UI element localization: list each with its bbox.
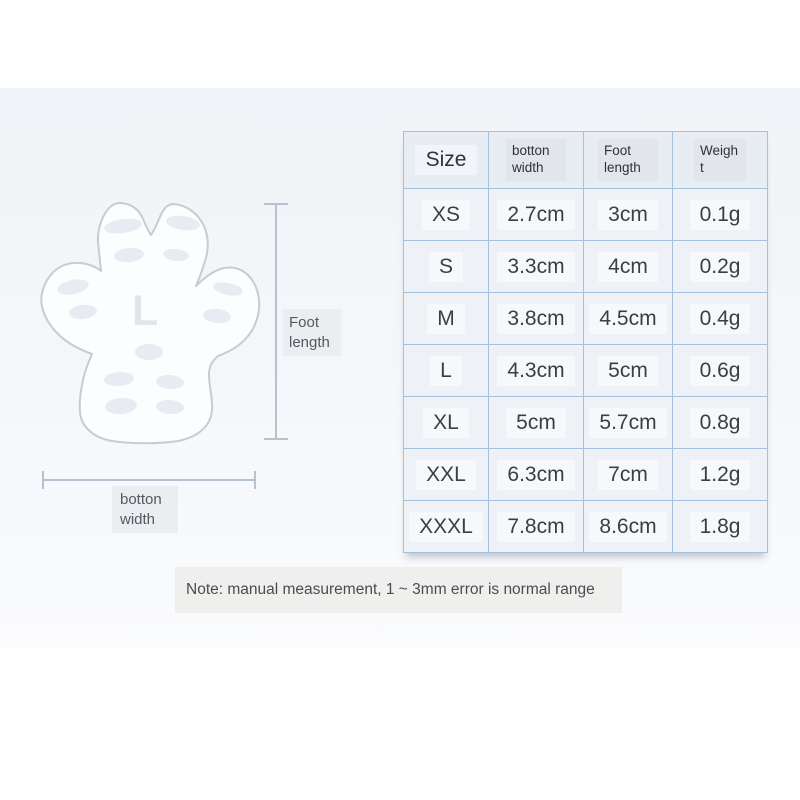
size-cell — [404, 345, 489, 397]
table-header-row — [404, 132, 768, 189]
size-cell — [404, 241, 489, 293]
column-header-bottom-width — [489, 132, 584, 189]
foot-length-cell — [584, 501, 673, 553]
table-row — [404, 293, 768, 345]
cell-value: 1.8g — [690, 512, 751, 542]
bottom-width-cell — [489, 189, 584, 241]
cell-value: 2.7cm — [497, 200, 574, 230]
cell-value: 7.8cm — [497, 512, 574, 542]
cell-value: 5cm — [506, 408, 566, 438]
size-cell — [404, 397, 489, 449]
column-header-label: Size — [415, 145, 478, 175]
cell-value: 5.7cm — [589, 408, 666, 438]
cell-value: 3.8cm — [497, 304, 574, 334]
column-header-label: botton width — [506, 139, 566, 181]
note-text: Note: manual measurement, 1 ~ 3mm error is normal range — [186, 581, 595, 598]
weight-cell — [673, 449, 768, 501]
cell-value: 0.8g — [690, 408, 751, 438]
weight-cell — [673, 189, 768, 241]
bottom-width-measure-line — [42, 479, 256, 481]
bottom-width-cell — [489, 345, 584, 397]
cell-value: 3.3cm — [497, 252, 574, 282]
foot-length-cell — [584, 345, 673, 397]
cell-value: 7cm — [598, 460, 658, 490]
column-header-size — [404, 132, 489, 189]
size-cell — [404, 501, 489, 553]
bottom-width-cell — [489, 241, 584, 293]
column-header-label: Weight — [694, 139, 746, 181]
weight-cell — [673, 293, 768, 345]
foot-length-cell — [584, 449, 673, 501]
cell-value: M — [427, 304, 465, 334]
cell-value: 5cm — [598, 356, 658, 386]
weight-cell — [673, 501, 768, 553]
cell-value: 6.3cm — [497, 460, 574, 490]
cell-value: S — [429, 252, 463, 282]
cell-value: 4.5cm — [589, 304, 666, 334]
cell-value: 4cm — [598, 252, 658, 282]
foot-length-cell — [584, 189, 673, 241]
table-row — [404, 449, 768, 501]
cell-value: 0.6g — [690, 356, 751, 386]
weight-cell — [673, 345, 768, 397]
size-cell — [404, 293, 489, 345]
table-row — [404, 397, 768, 449]
table-row — [404, 189, 768, 241]
size-cell — [404, 449, 489, 501]
cell-value: 0.4g — [690, 304, 751, 334]
weight-cell — [673, 241, 768, 293]
table-row — [404, 241, 768, 293]
foot-length-cell — [584, 397, 673, 449]
cell-value: XXXL — [409, 512, 483, 542]
note-bar — [175, 567, 622, 613]
cell-value: 8.6cm — [589, 512, 666, 542]
table-row — [404, 501, 768, 553]
cell-value: XL — [423, 408, 469, 438]
column-header-label: Foot length — [598, 139, 658, 181]
cell-value: 4.3cm — [497, 356, 574, 386]
bottom-width-cell — [489, 397, 584, 449]
cell-value: 3cm — [598, 200, 658, 230]
bottom-width-cell — [489, 449, 584, 501]
weight-cell — [673, 397, 768, 449]
paw-size-letter: L — [132, 287, 159, 335]
cell-value: XS — [422, 200, 470, 230]
cell-value: 0.2g — [690, 252, 751, 282]
column-header-foot-length — [584, 132, 673, 189]
foot-length-measure-line — [275, 203, 277, 440]
cell-value: 1.2g — [690, 460, 751, 490]
cell-value: L — [430, 356, 462, 386]
foot-length-cell — [584, 241, 673, 293]
foot-length-cell — [584, 293, 673, 345]
foot-length-label: Foot length — [283, 309, 341, 356]
column-header-weight — [673, 132, 768, 189]
bottom-width-label: botton width — [112, 486, 178, 533]
bottom-width-cell — [489, 293, 584, 345]
size-table — [403, 131, 768, 553]
bottom-width-cell — [489, 501, 584, 553]
table-row — [404, 345, 768, 397]
size-cell — [404, 189, 489, 241]
cell-value: XXL — [416, 460, 476, 490]
cell-value: 0.1g — [690, 200, 751, 230]
